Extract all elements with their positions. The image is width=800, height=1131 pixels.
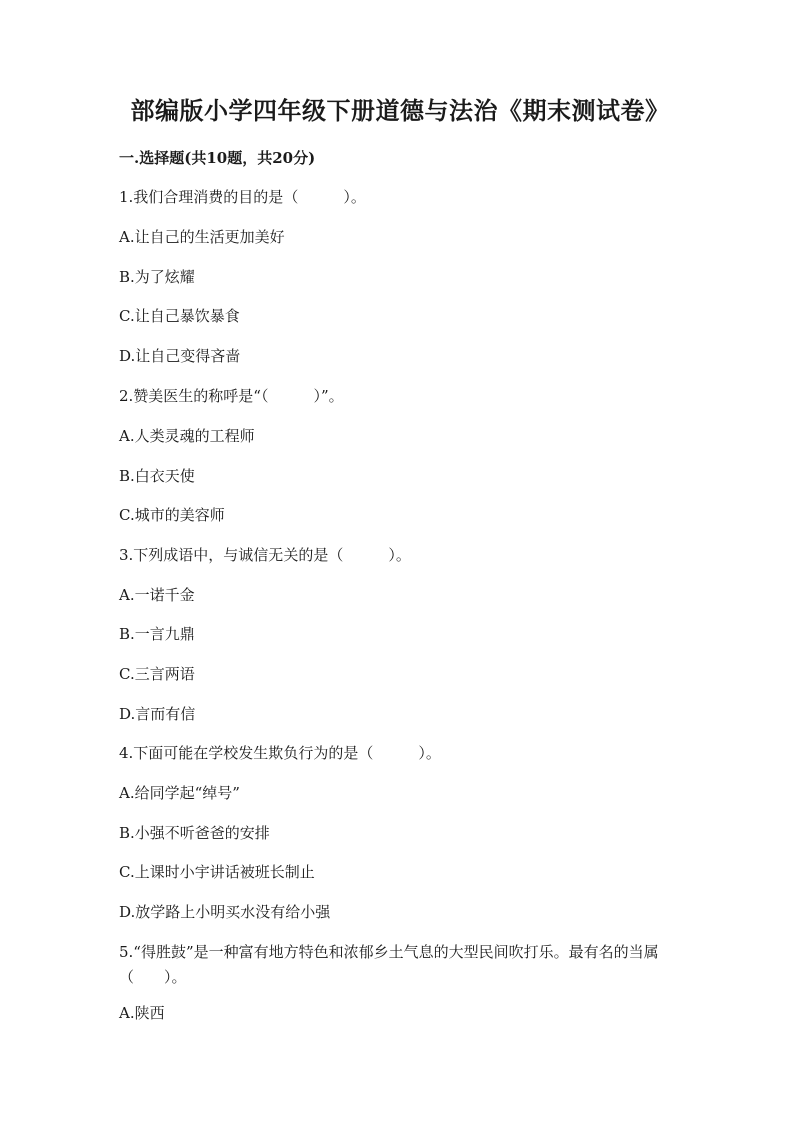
section-heading: 一.选择题(共10题，共20分) <box>119 149 316 167</box>
question-stem-4: 4.下面可能在学校发生欺负行为的是（ ）。 <box>119 744 441 762</box>
question-stem-2: 2.赞美医生的称呼是“（ ）”。 <box>119 387 344 405</box>
question-3-option-a: A.一诺千金 <box>119 586 195 604</box>
question-stem-1: 1.我们合理消费的目的是（ ）。 <box>119 188 366 206</box>
question-2-option-b: B.白衣天使 <box>119 467 195 485</box>
question-3-option-b: B.一言九鼎 <box>119 625 195 643</box>
question-4-option-d: D.放学路上小明买水没有给小强 <box>119 903 331 921</box>
question-5-option-a: A.陕西 <box>119 1004 165 1022</box>
question-1-option-a: A.让自己的生活更加美好 <box>119 228 285 246</box>
question-3-option-d: D.言而有信 <box>119 705 196 723</box>
question-stem-5: 5.“得胜鼓”是一种富有地方特色和浓郁乡土气息的大型民间吹打乐。最有名的当属（ ）。 <box>119 943 659 986</box>
question-4-option-a: A.给同学起“绰号” <box>119 784 240 802</box>
question-1-option-d: D.让自己变得吝啬 <box>119 347 241 365</box>
question-2-option-c: C.城市的美容师 <box>119 506 225 524</box>
page-title: 部编版小学四年级下册道德与法治《期末测试卷》 <box>130 96 670 125</box>
question-1-option-c: C.让自己暴饮暴食 <box>119 307 240 325</box>
question-3-option-c: C.三言两语 <box>119 665 195 683</box>
question-4-option-c: C.上课时小宇讲话被班长制止 <box>119 863 315 881</box>
question-4-option-b: B.小强不听爸爸的安排 <box>119 824 270 842</box>
question-stem-3: 3.下列成语中，与诚信无关的是（ ）。 <box>119 546 411 564</box>
question-1-option-b: B.为了炫耀 <box>119 268 195 286</box>
question-2-option-a: A.人类灵魂的工程师 <box>119 427 255 445</box>
